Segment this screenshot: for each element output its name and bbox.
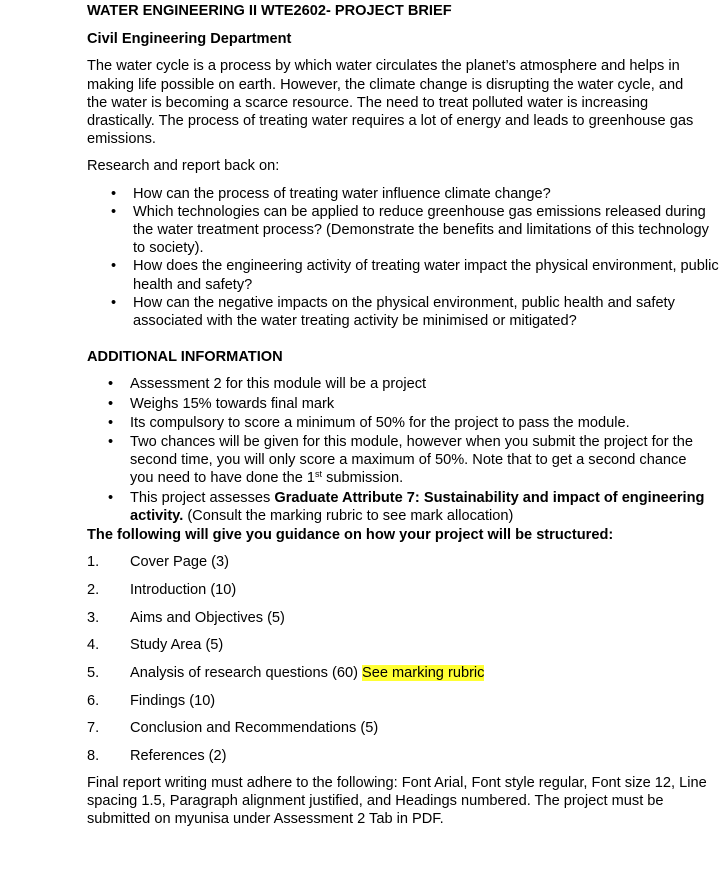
list-item: 3. Aims and Objectives (5) — [87, 609, 285, 626]
document-page — [87, 0, 719, 828]
marking-rubric-highlight: See marking rubric — [362, 665, 485, 682]
graduate-attribute: Graduate Attribute 7: Sustainability and impact of engineering activity. — [130, 489, 705, 524]
bullet-icon: • — [111, 203, 117, 220]
department-heading: Civil Engineering Department — [87, 31, 292, 48]
bullet-icon: • — [108, 434, 114, 451]
final-report-instructions: Final report writing must adhere to the following: Font Arial, Font style regular, Font size 12, Line spacing 1.5, Paragraph alignment justified, and Headings numbered. The project must be submitted on myunisa under Assessment 2 Tab in PDF. — [87, 774, 707, 828]
list-item: • Two chances will be given for this module, however when you submit the project for the second time, you will only score a maximum of 50%. Note that to get a second chance you need to have done the 1st submission. — [108, 434, 693, 487]
list-item: • Assessment 2 for this module will be a project — [108, 376, 427, 393]
research-questions-list — [87, 185, 719, 331]
bullet-icon: • — [108, 414, 114, 431]
document-title: WATER ENGINEERING II WTE2602- PROJECT BRIEF — [87, 3, 452, 19]
list-item: • This project assesses Graduate Attribute 7: Sustainability and impact of engineering activity. (Consult the marking rubric to see mark allocation) — [108, 489, 705, 524]
list-item: 8. References (2) — [87, 748, 227, 765]
list-item: 2. Introduction (10) — [87, 581, 237, 598]
list-item: • How does the engineering activity of treating water impact the physical environment, public health and safety? — [111, 258, 719, 293]
structure-list — [87, 553, 719, 765]
list-item: 6. Findings (10) — [87, 692, 216, 709]
list-item: 5. Analysis of research questions (60) See marking rubric — [87, 665, 485, 682]
bullet-icon: • — [111, 185, 117, 202]
list-item: • How can the negative impacts on the physical environment, public health and safety associated with the water treating activity be minimised or mitigated? — [111, 294, 675, 330]
bullet-icon: • — [108, 395, 114, 412]
list-item: • Which technologies can be applied to reduce greenhouse gas emissions released during the water treatment process? (Demonstrate the benefits and limitations of this technology to society). — [111, 203, 709, 257]
bullet-icon: • — [108, 376, 114, 393]
list-item: 7. Conclusion and Recommendations (5) — [87, 720, 379, 737]
additional-info-list — [87, 375, 719, 525]
list-item: 1. Cover Page (3) — [87, 554, 229, 571]
list-item: • How can the process of treating water influence climate change? — [111, 185, 551, 202]
list-item: • Weighs 15% towards final mark — [108, 395, 335, 412]
bullet-icon: • — [111, 294, 117, 311]
structure-heading: The following will give you guidance on how your project will be structured: — [87, 527, 614, 544]
additional-info-heading: ADDITIONAL INFORMATION — [87, 349, 283, 366]
list-item: 4. Study Area (5) — [87, 637, 224, 654]
research-prompt: Research and report back on: — [87, 158, 280, 175]
intro-paragraph: The water cycle is a process by which water circulates the planet’s atmosphere and helps in making life possible on earth. However, the climate change is disrupting the water cycle, and the water is becoming a scarce resource. The need to treat polluted water is increasing drastically. The process of treating water requires a lot of energy and leads to greenhouse gas emissions. — [87, 58, 694, 148]
bullet-icon: • — [108, 489, 114, 506]
bullet-icon: • — [111, 258, 117, 275]
list-item: • Its compulsory to score a minimum of 50% for the project to pass the module. — [108, 414, 630, 431]
